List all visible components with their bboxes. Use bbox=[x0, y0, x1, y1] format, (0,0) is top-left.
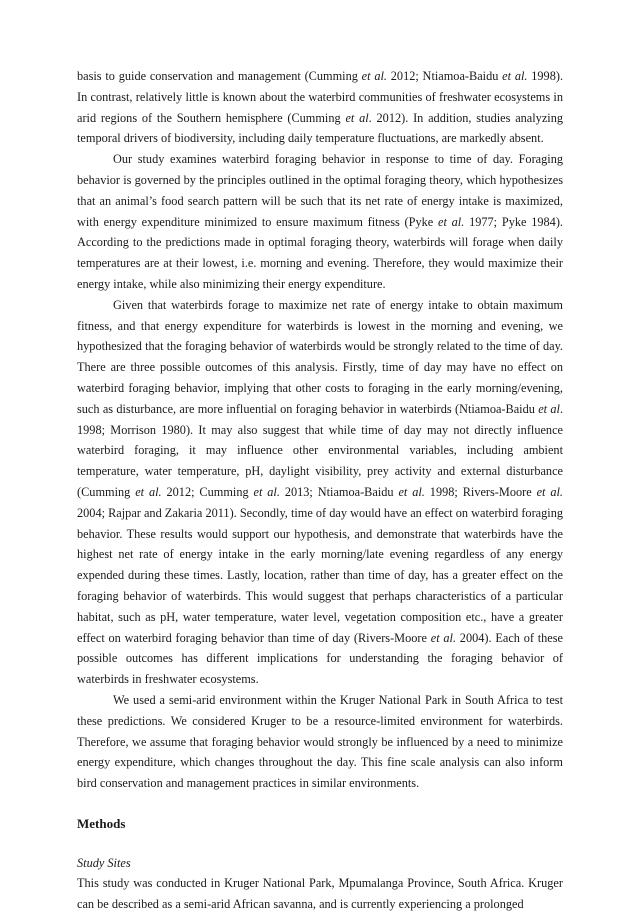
italic-text-run: et al. bbox=[430, 630, 457, 645]
italic-text-run: et al. bbox=[536, 484, 564, 499]
body-paragraphs bbox=[77, 66, 563, 794]
text-run: 1977; Pyke 1984). According to the predictions made in optimal foraging theory, waterbirds will forage when daily temperatures are at their lowest, i.e. morning and evening. Therefore, they would maximize their energy intake, while also minimizing their energy expenditure. bbox=[77, 214, 564, 291]
section-heading-methods: Methods bbox=[77, 815, 126, 831]
text-run: 2004; Rajpar and Zakaria 2011). Secondly, time of day would have an effect on waterbird foraging behavior. These results would support our hypothesis, and demonstrate that waterbirds have the highest net rate of energy intake in the early morning/late evening regardless of any energy expended during these times. Lastly, location, rather than time of day, has a greater effect on the foraging behavior of waterbirds. This would suggest that perhaps characteristics of a particular habitat, such as pH, water temperature, water level, vegetation composition etc., have a greater effect on waterbird foraging behavior than time of day (Rivers-Moore bbox=[77, 505, 563, 645]
text-run: . 2012). In addition, studies analyzing temporal drivers of biodiversity, including daily temperature fluctuations, are markedly absent. bbox=[77, 110, 563, 146]
text-run: 1998). In contrast, relatively little is known about the waterbird communities of freshwater ecosystems in arid regions of the Southern hemisphere (Cumming bbox=[77, 69, 564, 125]
paragraph-study-sites: This study was conducted in Kruger National Park, Mpumalanga Province, South Africa. Kruger can be described as a semi-arid African savanna, and is currently experiencing a prolonged bbox=[77, 876, 563, 912]
italic-text-run: et al. bbox=[361, 69, 387, 83]
paragraph-4 bbox=[77, 690, 563, 794]
text-run: 2012; Cumming bbox=[161, 484, 254, 499]
paragraph-3 bbox=[77, 295, 563, 690]
subsection-heading-study-sites: Study Sites bbox=[77, 855, 131, 870]
italic-text-run: et al bbox=[538, 401, 560, 416]
italic-text-run: et al. bbox=[438, 214, 465, 229]
text-run: basis to guide conservation and management (Cumming bbox=[77, 69, 362, 83]
text-run: 2012; Ntiamoa-Baidu bbox=[386, 69, 503, 83]
italic-text-run: et al bbox=[345, 110, 369, 125]
italic-text-run: et al. bbox=[135, 484, 162, 499]
text-run: 2004). Each of these possible outcomes has different implications for understanding the foraging behavior of waterbirds in freshwater ecosystems. bbox=[77, 630, 563, 687]
text-run: 2013; Ntiamoa-Baidu bbox=[279, 484, 399, 499]
text-run: Our study examines waterbird foraging behavior in response to time of day. Foraging behavior is governed by the principles outlined in the optimal foraging theory, which hypothesizes that an animal’s food search pattern will be such that its net rate of energy intake is maximized, with energy expenditure minimized to ensure maximum fitness (Pyke bbox=[77, 152, 563, 229]
text-run: . 1998; Morrison 1980). It may also suggest that while time of day may not directly influence waterbird foraging, it may influence other environmental variables, including ambient temperature, water temperature, pH, daylight visibility, prey activity and external disturbance (Cumming bbox=[77, 401, 564, 499]
italic-text-run: et al. bbox=[253, 484, 280, 499]
paragraph-1 bbox=[77, 66, 563, 149]
text-run: We used a semi-arid environment within the Kruger National Park in South Africa to test these predictions. We considered Kruger to be a resource-limited environment for waterbirds. Therefore, we assume that foraging behavior would strongly be influenced by a need to minimize energy expenditure, which changes throughout the day. This fine scale analysis can also inform bird conservation and management practices in similar environments. bbox=[77, 692, 563, 791]
italic-text-run: et al. bbox=[502, 69, 528, 83]
italic-text-run: et al. bbox=[398, 484, 425, 499]
document-page bbox=[77, 66, 563, 915]
text-run: 1998; Rivers-Moore bbox=[424, 484, 537, 499]
text-run: Given that waterbirds forage to maximize net rate of energy intake to obtain maximum fitness, and that energy expenditure for waterbirds is lowest in the morning and evening, we hypothesized that the foraging behavior of waterbirds would be strongly related to the time of day. There are three possible outcomes of this analysis. Firstly, time of day may have no effect on waterbird foraging behavior, implying that other costs to foraging in the early morning/evening, such as disturbance, are more influential on foraging behavior in waterbirds (Ntiamoa-Baidu bbox=[77, 297, 563, 416]
paragraph-2 bbox=[77, 149, 563, 295]
